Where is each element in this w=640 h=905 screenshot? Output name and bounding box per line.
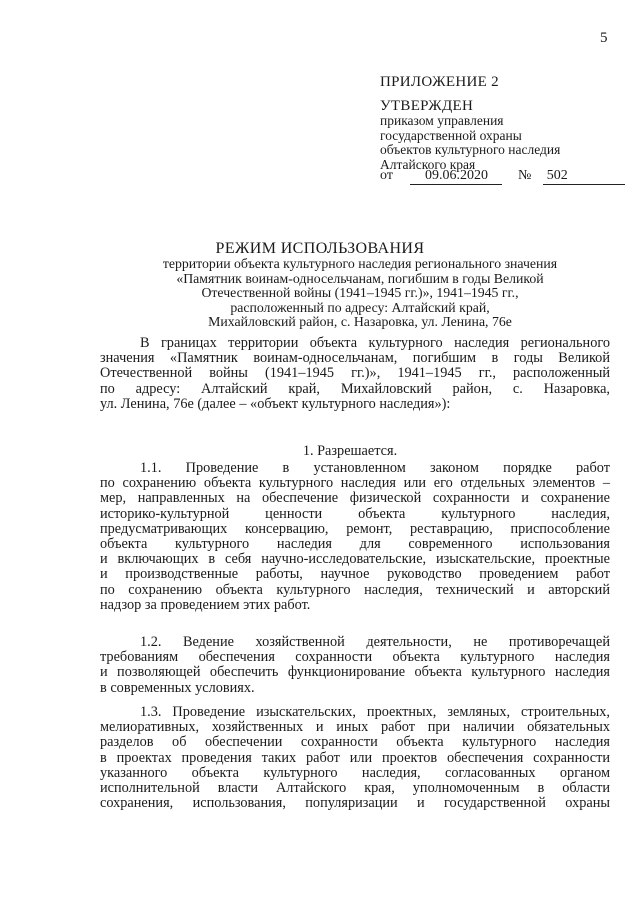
order-number: 502 bbox=[543, 168, 625, 185]
text-line: надзор за проведением этих работ. bbox=[100, 596, 311, 613]
text-line: и позволяющей обеспечить функционирование объекта культурного наследия bbox=[100, 664, 610, 681]
text-line: и производственные работы, научное руководство проведением работ bbox=[100, 566, 610, 583]
text-line: указанного объекта культурного наследия, согласованных органом bbox=[100, 764, 610, 781]
appendix-heading: ПРИЛОЖЕНИЕ 2 bbox=[380, 74, 499, 90]
text-line: требованиям обеспечения сохранности объекта культурного наследия bbox=[100, 649, 610, 666]
subtitle-line: Михайловский район, с. Назаровка, ул. Ленина, 76е bbox=[208, 314, 512, 330]
item-1-1 bbox=[100, 461, 610, 613]
number-sign: № bbox=[517, 168, 532, 183]
section-heading: 1. Разрешается. bbox=[302, 443, 398, 459]
order-date-line bbox=[380, 168, 625, 185]
intro-paragraph bbox=[100, 336, 610, 412]
text-line: объекта культурного наследия для современного использования bbox=[100, 536, 610, 553]
text-line: мелиоративных, хозяйственных и иных работ при наличии обязательных bbox=[100, 719, 610, 736]
text-line: значения «Памятник воинам-односельчанам, погибшим в годы Великой bbox=[100, 350, 610, 367]
order-line: государственной охраны bbox=[380, 127, 522, 143]
text-line: и включающих в себя научно-исследовательские, изыскательские, проектные bbox=[100, 551, 610, 568]
text-line: 1.1. Проведение в установленном законом порядке работ bbox=[140, 460, 610, 476]
subtitle-line: «Памятник воинам-односельчанам, погибшим в годы Великой bbox=[176, 270, 544, 286]
text-line: по сохранению объекта культурного наследия, технический и авторский bbox=[100, 581, 610, 598]
item-1-2 bbox=[100, 635, 610, 696]
page-number: 5 bbox=[600, 30, 608, 46]
text-line: историко-культурной ценности объекта культурного наследия, bbox=[100, 505, 610, 522]
approval-order bbox=[380, 114, 620, 172]
text-line: ул. Ленина, 76е (далее – «объект культурного наследия»): bbox=[100, 395, 451, 412]
text-line: В границах территории объекта культурного наследия регионального bbox=[140, 335, 610, 351]
text-line: 1.2. Ведение хозяйственной деятельности, не противоречащей bbox=[140, 634, 610, 650]
order-line: приказом управления bbox=[380, 113, 504, 128]
order-line: Алтайского края bbox=[380, 156, 476, 172]
text-line: Отечественной войны (1941–1945 гг.)», 1941–1945 гг., расположенный bbox=[100, 365, 610, 382]
subtitle-line: территории объекта культурного наследия регионального значения bbox=[162, 256, 558, 271]
document-subtitle bbox=[130, 257, 590, 330]
text-line: по адресу: Алтайский край, Михайловский район, с. Назаровка, bbox=[100, 380, 610, 397]
date-prefix: от bbox=[380, 168, 393, 183]
approved-heading: УТВЕРЖДЕН bbox=[380, 98, 474, 114]
subtitle-line: расположенный по адресу: Алтайский край, bbox=[230, 299, 490, 315]
text-line: мер, направленных на обеспечение физической сохранности и сохранение bbox=[100, 490, 610, 507]
item-1-3 bbox=[100, 705, 610, 811]
text-line: 1.3. Проведение изыскательских, проектных, земляных, строительных, bbox=[140, 704, 610, 720]
text-line: по сохранению объекта культурного наследия или его отдельных элементов – bbox=[100, 475, 610, 492]
text-line: в современных условиях. bbox=[100, 679, 255, 696]
text-line: предусматривающих консервацию, ремонт, реставрацию, приспособление bbox=[100, 520, 610, 537]
subtitle-line: Отечественной войны (1941–1945 гг.)», 1941–1945 гг., bbox=[201, 285, 519, 301]
order-line: объектов культурного наследия bbox=[380, 142, 561, 158]
order-date: 09.06.2020 bbox=[410, 168, 502, 185]
document-title: РЕЖИМ ИСПОЛЬЗОВАНИЯ bbox=[215, 240, 425, 257]
text-line: в проектах проведения таких работ или проектов обеспечения сохранности bbox=[100, 749, 610, 766]
text-line: сохранения, использования, популяризации и государственной охраны bbox=[100, 795, 610, 812]
text-line: исполнительной власти Алтайского края, уполномоченным в области bbox=[100, 780, 610, 797]
text-line: разделов об обеспечении сохранности объекта культурного наследия bbox=[100, 734, 610, 751]
